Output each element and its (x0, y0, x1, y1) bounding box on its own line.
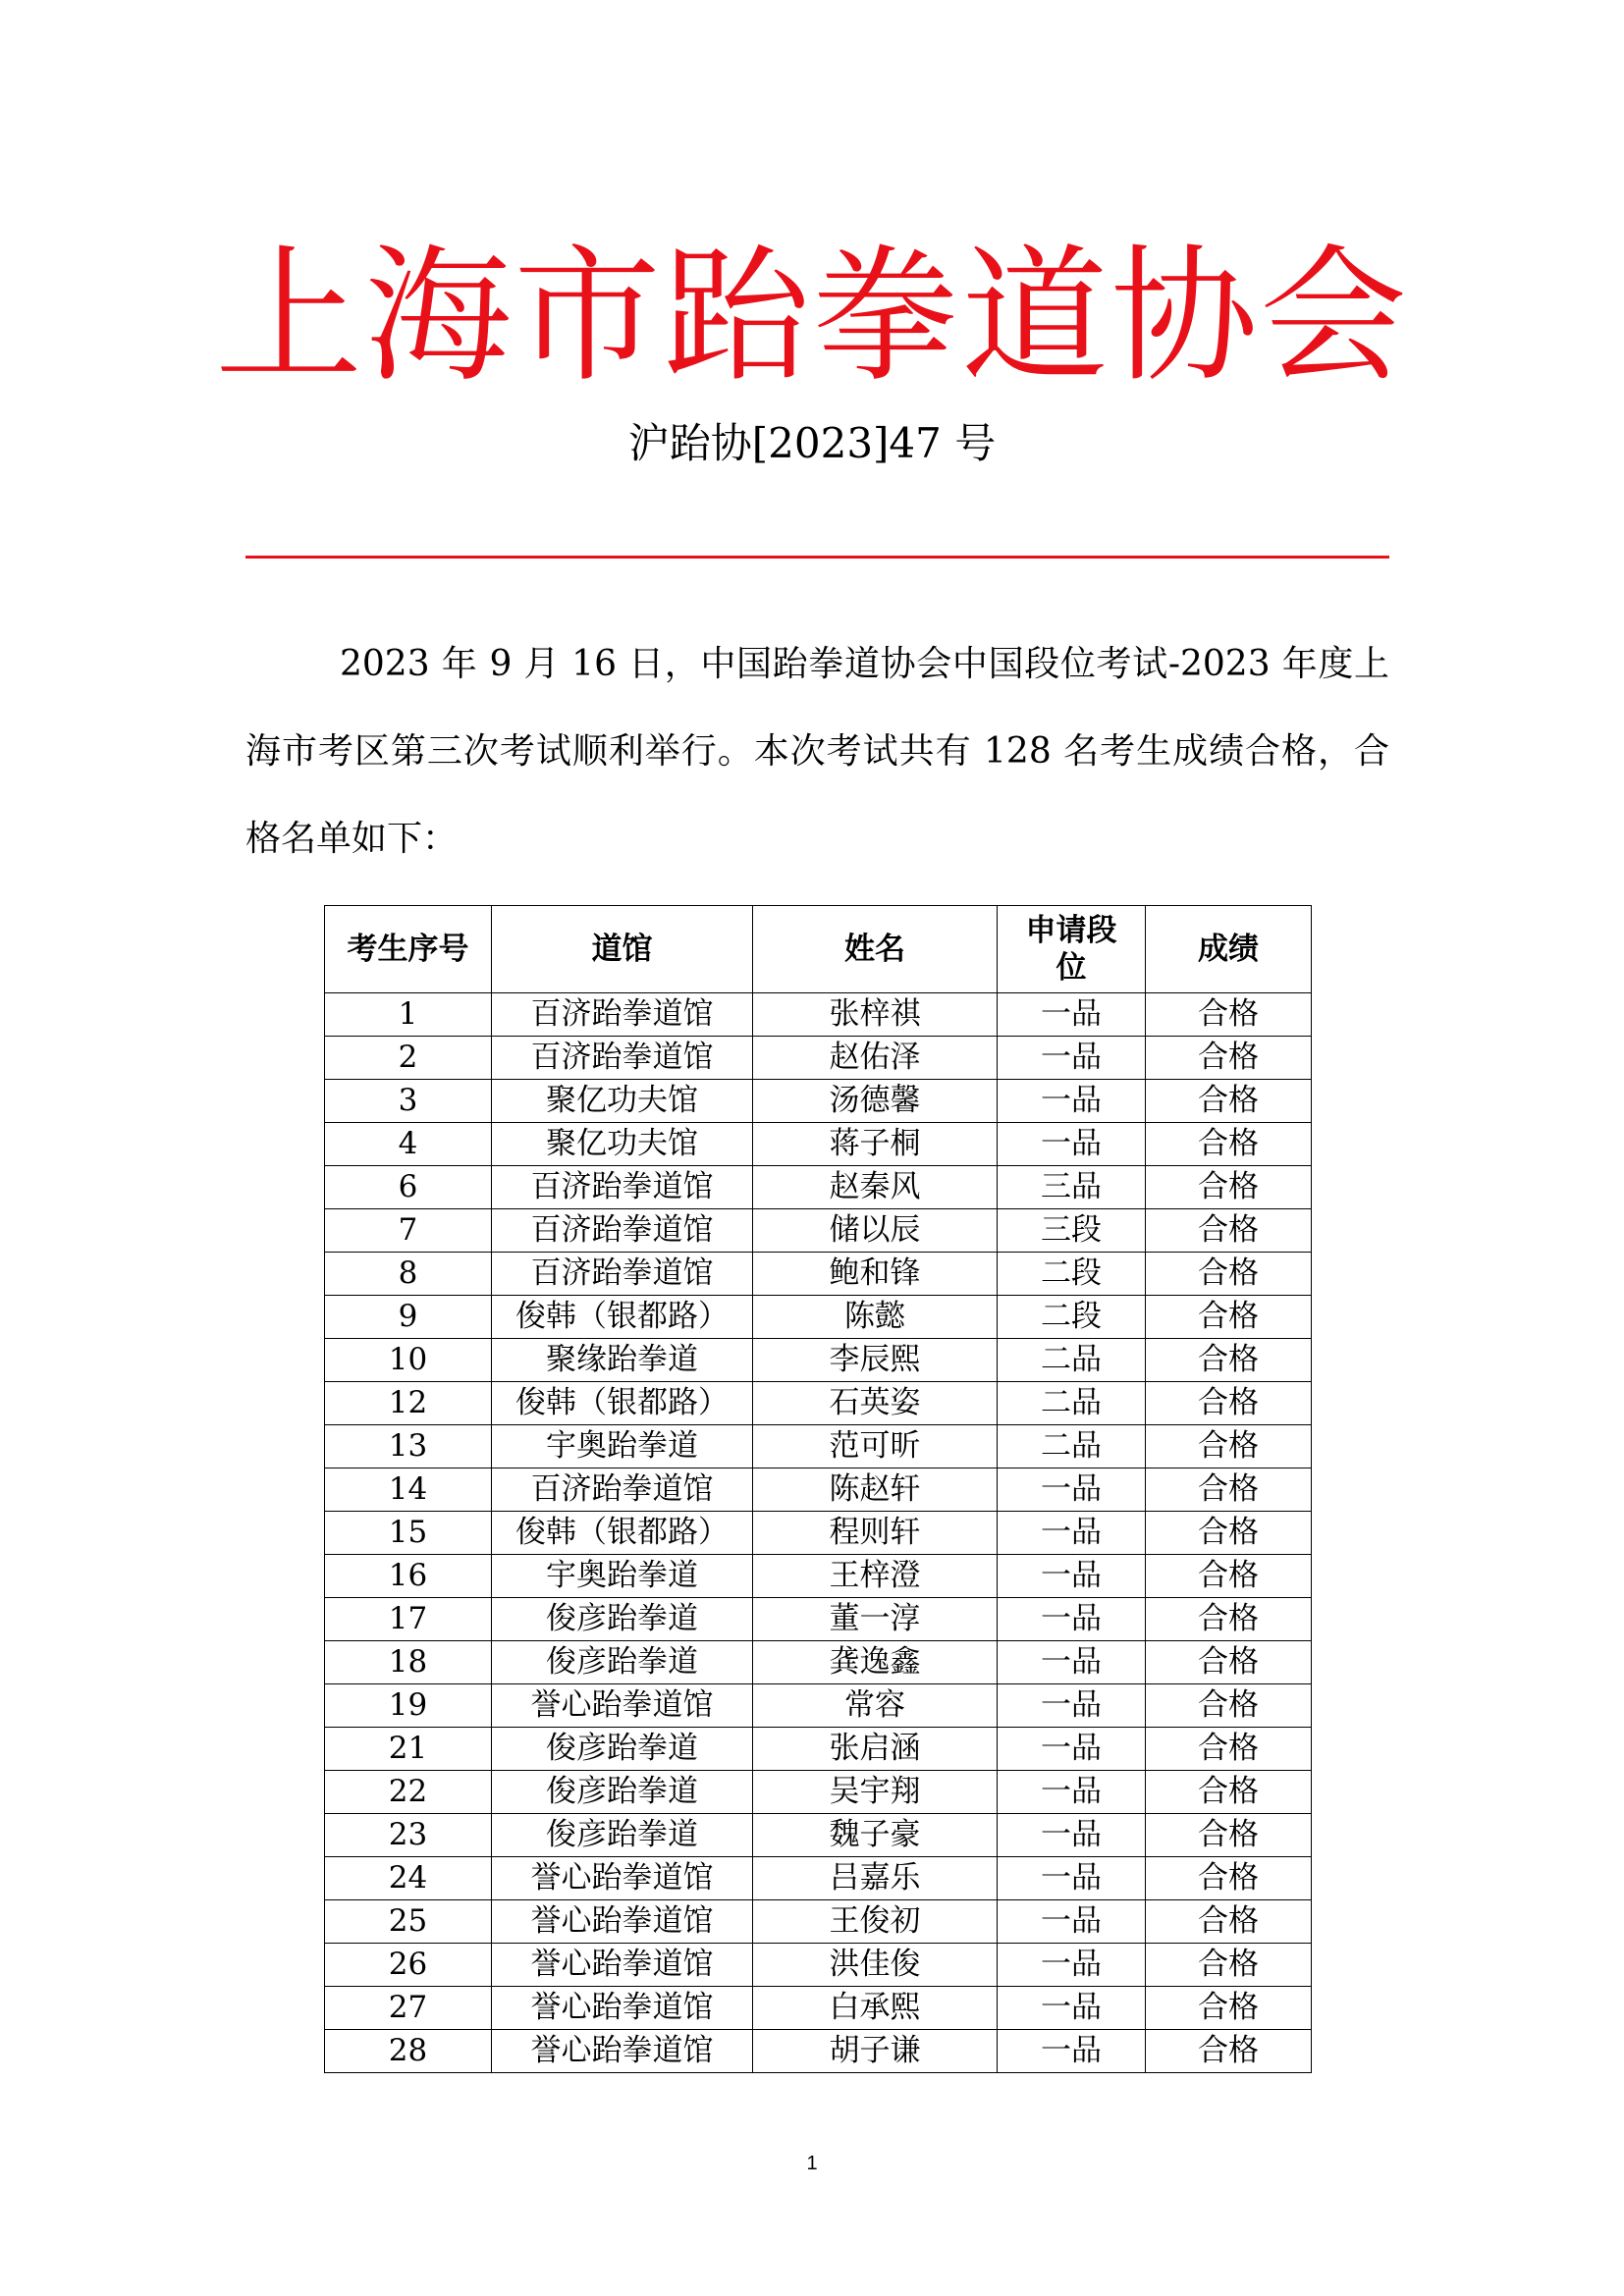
grade-cell: 一品 (998, 2030, 1146, 2073)
grade-cell: 一品 (998, 1944, 1146, 1987)
name-cell: 赵佑泽 (753, 1037, 998, 1080)
candidate-number-cell: 10 (325, 1339, 492, 1382)
table-row (325, 1209, 1312, 1253)
grade-cell: 一品 (998, 1684, 1146, 1728)
candidate-number-cell: 9 (325, 1296, 492, 1339)
name-cell: 王俊初 (753, 1900, 998, 1944)
candidate-number-cell: 19 (325, 1684, 492, 1728)
table-header-row (325, 906, 1312, 993)
name-cell: 储以辰 (753, 1209, 998, 1253)
school-cell: 百济跆拳道馆 (492, 993, 753, 1037)
result-cell: 合格 (1146, 1900, 1312, 1944)
table-row (325, 993, 1312, 1037)
name-cell: 赵秦风 (753, 1166, 998, 1209)
result-cell: 合格 (1146, 1684, 1312, 1728)
candidate-number-cell: 28 (325, 2030, 492, 2073)
name-cell: 陈懿 (753, 1296, 998, 1339)
results-table-body (325, 993, 1312, 2073)
candidate-number-cell: 26 (325, 1944, 492, 1987)
result-cell: 合格 (1146, 1339, 1312, 1382)
grade-cell: 一品 (998, 1900, 1146, 1944)
school-cell: 俊彦跆拳道 (492, 1641, 753, 1684)
candidate-number-cell: 18 (325, 1641, 492, 1684)
candidate-number-cell: 17 (325, 1598, 492, 1641)
name-cell: 吕嘉乐 (753, 1857, 998, 1900)
grade-cell: 二品 (998, 1382, 1146, 1425)
table-row (325, 1814, 1312, 1857)
name-cell: 龚逸鑫 (753, 1641, 998, 1684)
table-row (325, 1296, 1312, 1339)
grade-cell: 一品 (998, 1468, 1146, 1512)
table-row (325, 1253, 1312, 1296)
result-cell: 合格 (1146, 1037, 1312, 1080)
header-candidate-number: 考生序号 (325, 906, 492, 993)
header-grade-applied-label: 申请段位 (1025, 913, 1117, 986)
school-cell: 誉心跆拳道馆 (492, 1987, 753, 2030)
grade-cell: 三段 (998, 1209, 1146, 1253)
table-row (325, 1728, 1312, 1771)
name-cell: 白承熙 (753, 1987, 998, 2030)
table-row (325, 1382, 1312, 1425)
result-cell: 合格 (1146, 1080, 1312, 1123)
candidate-number-cell: 13 (325, 1425, 492, 1468)
result-cell: 合格 (1146, 1555, 1312, 1598)
name-cell: 陈赵轩 (753, 1468, 998, 1512)
school-cell: 俊韩（银都路） (492, 1296, 753, 1339)
name-cell: 胡子谦 (753, 2030, 998, 2073)
header-school: 道馆 (492, 906, 753, 993)
candidate-number-cell: 25 (325, 1900, 492, 1944)
table-row (325, 1987, 1312, 2030)
result-cell: 合格 (1146, 1944, 1312, 1987)
school-cell: 誉心跆拳道馆 (492, 2030, 753, 2073)
school-cell: 宇奥跆拳道 (492, 1555, 753, 1598)
name-cell: 范可昕 (753, 1425, 998, 1468)
result-cell: 合格 (1146, 1987, 1312, 2030)
result-cell: 合格 (1146, 1771, 1312, 1814)
result-cell: 合格 (1146, 993, 1312, 1037)
header-result: 成绩 (1146, 906, 1312, 993)
result-cell: 合格 (1146, 1641, 1312, 1684)
table-row (325, 1425, 1312, 1468)
name-cell: 吴宇翔 (753, 1771, 998, 1814)
grade-cell: 一品 (998, 1080, 1146, 1123)
candidate-number-cell: 27 (325, 1987, 492, 2030)
table-row (325, 1944, 1312, 1987)
page-number: 1 (806, 2153, 818, 2174)
grade-cell: 一品 (998, 1598, 1146, 1641)
table-row (325, 1555, 1312, 1598)
grade-cell: 一品 (998, 993, 1146, 1037)
organization-title: 上海市跆拳道协会 (214, 232, 1409, 402)
candidate-number-cell: 23 (325, 1814, 492, 1857)
table-row (325, 2030, 1312, 2073)
table-row (325, 1080, 1312, 1123)
school-cell: 俊韩（银都路） (492, 1512, 753, 1555)
table-row (325, 1598, 1312, 1641)
announcement-paragraph: 2023 年 9 月 16 日，中国跆拳道协会中国段位考试-2023 年度上海市考区第三次考试顺利举行。本次考试共有 128 名考生成绩合格，合格名单如下： (245, 644, 1389, 859)
result-cell: 合格 (1146, 1425, 1312, 1468)
result-cell: 合格 (1146, 1253, 1312, 1296)
school-cell: 俊彦跆拳道 (492, 1598, 753, 1641)
grade-cell: 一品 (998, 1037, 1146, 1080)
candidate-number-cell: 3 (325, 1080, 492, 1123)
name-cell: 鲍和锋 (753, 1253, 998, 1296)
grade-cell: 一品 (998, 1123, 1146, 1166)
result-cell: 合格 (1146, 1857, 1312, 1900)
school-cell: 俊彦跆拳道 (492, 1814, 753, 1857)
candidate-number-cell: 1 (325, 993, 492, 1037)
name-cell: 洪佳俊 (753, 1944, 998, 1987)
result-cell: 合格 (1146, 1296, 1312, 1339)
grade-cell: 一品 (998, 1641, 1146, 1684)
grade-cell: 一品 (998, 1728, 1146, 1771)
candidate-number-cell: 24 (325, 1857, 492, 1900)
school-cell: 誉心跆拳道馆 (492, 1684, 753, 1728)
candidate-number-cell: 16 (325, 1555, 492, 1598)
grade-cell: 二品 (998, 1339, 1146, 1382)
table-row (325, 1771, 1312, 1814)
result-cell: 合格 (1146, 1728, 1312, 1771)
table-row (325, 1512, 1312, 1555)
table-row (325, 1037, 1312, 1080)
candidate-number-cell: 7 (325, 1209, 492, 1253)
school-cell: 百济跆拳道馆 (492, 1253, 753, 1296)
header-name: 姓名 (753, 906, 998, 993)
result-cell: 合格 (1146, 1814, 1312, 1857)
candidate-number-cell: 8 (325, 1253, 492, 1296)
table-row (325, 1684, 1312, 1728)
grade-cell: 三品 (998, 1166, 1146, 1209)
grade-cell: 一品 (998, 1857, 1146, 1900)
candidate-number-cell: 12 (325, 1382, 492, 1425)
table-row (325, 1900, 1312, 1944)
grade-cell: 二品 (998, 1425, 1146, 1468)
result-cell: 合格 (1146, 1166, 1312, 1209)
table-row (325, 1468, 1312, 1512)
school-cell: 百济跆拳道馆 (492, 1037, 753, 1080)
school-cell: 聚缘跆拳道 (492, 1339, 753, 1382)
name-cell: 蒋子桐 (753, 1123, 998, 1166)
result-cell: 合格 (1146, 1123, 1312, 1166)
results-table (324, 905, 1312, 2073)
result-cell: 合格 (1146, 1382, 1312, 1425)
candidate-number-cell: 6 (325, 1166, 492, 1209)
grade-cell: 二段 (998, 1296, 1146, 1339)
candidate-number-cell: 4 (325, 1123, 492, 1166)
table-row (325, 1857, 1312, 1900)
grade-cell: 一品 (998, 1512, 1146, 1555)
grade-cell: 一品 (998, 1814, 1146, 1857)
name-cell: 常容 (753, 1684, 998, 1728)
table-row (325, 1123, 1312, 1166)
result-cell: 合格 (1146, 2030, 1312, 2073)
school-cell: 俊彦跆拳道 (492, 1728, 753, 1771)
table-row (325, 1339, 1312, 1382)
header-grade-applied (998, 906, 1146, 993)
school-cell: 聚亿功夫馆 (492, 1123, 753, 1166)
candidate-number-cell: 21 (325, 1728, 492, 1771)
name-cell: 董一淳 (753, 1598, 998, 1641)
school-cell: 聚亿功夫馆 (492, 1080, 753, 1123)
grade-cell: 二段 (998, 1253, 1146, 1296)
school-cell: 宇奥跆拳道 (492, 1425, 753, 1468)
candidate-number-cell: 2 (325, 1037, 492, 1080)
name-cell: 张启涵 (753, 1728, 998, 1771)
name-cell: 王梓澄 (753, 1555, 998, 1598)
result-cell: 合格 (1146, 1512, 1312, 1555)
school-cell: 百济跆拳道馆 (492, 1166, 753, 1209)
result-cell: 合格 (1146, 1598, 1312, 1641)
school-cell: 百济跆拳道馆 (492, 1209, 753, 1253)
school-cell: 俊韩（银都路） (492, 1382, 753, 1425)
grade-cell: 一品 (998, 1555, 1146, 1598)
result-cell: 合格 (1146, 1468, 1312, 1512)
name-cell: 张梓祺 (753, 993, 998, 1037)
school-cell: 誉心跆拳道馆 (492, 1857, 753, 1900)
candidate-number-cell: 15 (325, 1512, 492, 1555)
name-cell: 程则轩 (753, 1512, 998, 1555)
result-cell: 合格 (1146, 1209, 1312, 1253)
candidate-number-cell: 14 (325, 1468, 492, 1512)
name-cell: 李辰熙 (753, 1339, 998, 1382)
school-cell: 誉心跆拳道馆 (492, 1944, 753, 1987)
grade-cell: 一品 (998, 1771, 1146, 1814)
table-row (325, 1641, 1312, 1684)
school-cell: 百济跆拳道馆 (492, 1468, 753, 1512)
name-cell: 石英姿 (753, 1382, 998, 1425)
candidate-number-cell: 22 (325, 1771, 492, 1814)
grade-cell: 一品 (998, 1987, 1146, 2030)
name-cell: 魏子豪 (753, 1814, 998, 1857)
table-row (325, 1166, 1312, 1209)
school-cell: 俊彦跆拳道 (492, 1771, 753, 1814)
school-cell: 誉心跆拳道馆 (492, 1900, 753, 1944)
document-number: 沪跆协[2023]47 号 (627, 419, 997, 467)
name-cell: 汤德馨 (753, 1080, 998, 1123)
header-divider (245, 556, 1389, 559)
